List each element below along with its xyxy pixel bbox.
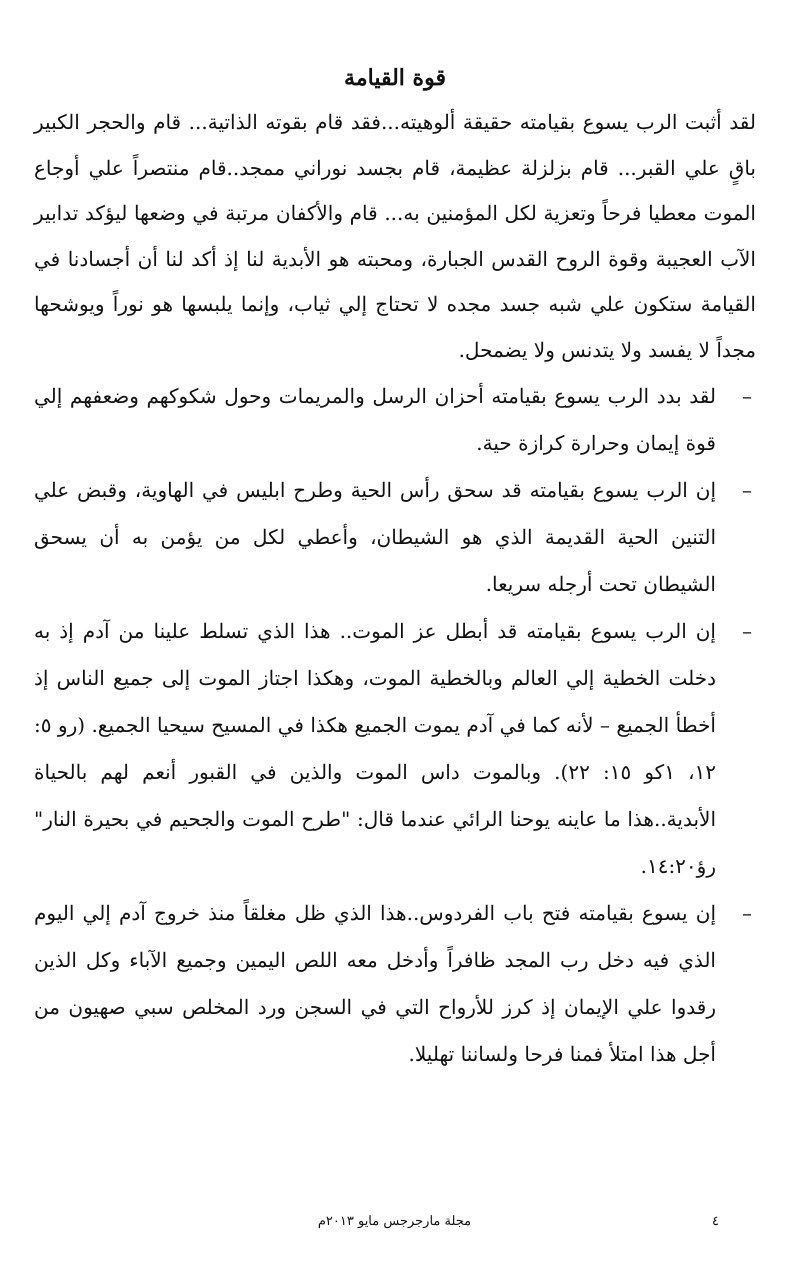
page-footer (0, 1210, 789, 1240)
list-item (34, 467, 756, 608)
article-title: قوة القيامة (344, 65, 446, 91)
intro-paragraph: لقد أثبت الرب يسوع بقيامته حقيقة ألوهيته...فقد قام بقوته الذاتية... قام والحجر الكبير باقٍ علي القبر... قام بزلزلة عظيمة، قام بجسد نوراني ممجد..قام منتصراً علي أوجاع الموت معطيا فرحاً وتعزية لكل المؤمنين به... قام والأكفان مرتبة في وضعها ليؤكد تدابير الآب العجيبة وقوة الروح القدس الجبارة، ومحبته هو الأبدية لنا إذ أكد لنا أن أجسادنا في القيامة ستكون علي شبه جسد مجده لا تحتاج إلي ثياب، وإنما يلبسها هو نوراً ويوشحها مجداً لا يفسد ولا يتدنس ولا يضمحل. (34, 110, 756, 362)
points-list (34, 373, 756, 1078)
dash-marker: – (742, 901, 752, 925)
dash-marker: – (742, 478, 752, 502)
magazine-name: مجلة مارجرجس مايو ٢٠١٣م (317, 1214, 472, 1229)
dash-marker: – (742, 384, 752, 408)
list-item-text: إن الرب يسوع بقيامته قد أبطل عز الموت.. هذا الذي تسلط علينا من آدم إذ به دخلت الخطية إلي العالم وبالخطية الموت، وهكذا اجتاز الموت إلى جميع الناس إذ أخطأ الجميع – لأنه كما في آدم يموت الجميع هكذا في المسيح سيحيا الجميع. (رو ٥: ١٢، ١كو ١٥: ٢٢). وبالموت داس الموت والذين في القبور أنعم لهم بالحياة الأبدية..هذا ما عاينه يوحنا الرائي عندما قال: "طرح الموت والجحيم في بحيرة النار" رؤ١٤:٢٠. (34, 619, 717, 878)
list-item (34, 373, 756, 467)
article (34, 60, 756, 1230)
list-item (34, 890, 756, 1078)
list-item-text: إن الرب يسوع بقيامته قد سحق رأس الحية وطرح ابليس في الهاوية، وقبض علي التنين الحية القديمة الذي هو الشيطان، وأعطي لكل من يؤمن به أن يسحق الشيطان تحت أرجله سريعا. (34, 478, 716, 596)
list-item-text: لقد بدد الرب يسوع بقيامته أحزان الرسل والمريمات وحول شكوكهم وضعفهم إلي قوة إيمان وحرارة كرازة حية. (34, 384, 716, 455)
list-item-text: إن يسوع بقيامته فتح باب الفردوس..هذا الذي ظل مغلقاً منذ خروج آدم إلي اليوم الذي فيه دخل رب المجد ظافراً وأدخل معه اللص اليمين وجميع الآباء وكل الذين رقدوا علي الإيمان إذ كرز للأرواح التي في السجن ورد المخلص سبي صهيون من أجل هذا امتلأ فمنا فرحا ولساننا تهليلا. (34, 901, 716, 1066)
list-item (34, 608, 756, 890)
dash-marker: – (742, 619, 752, 643)
page-number: ٤ (712, 1214, 719, 1229)
